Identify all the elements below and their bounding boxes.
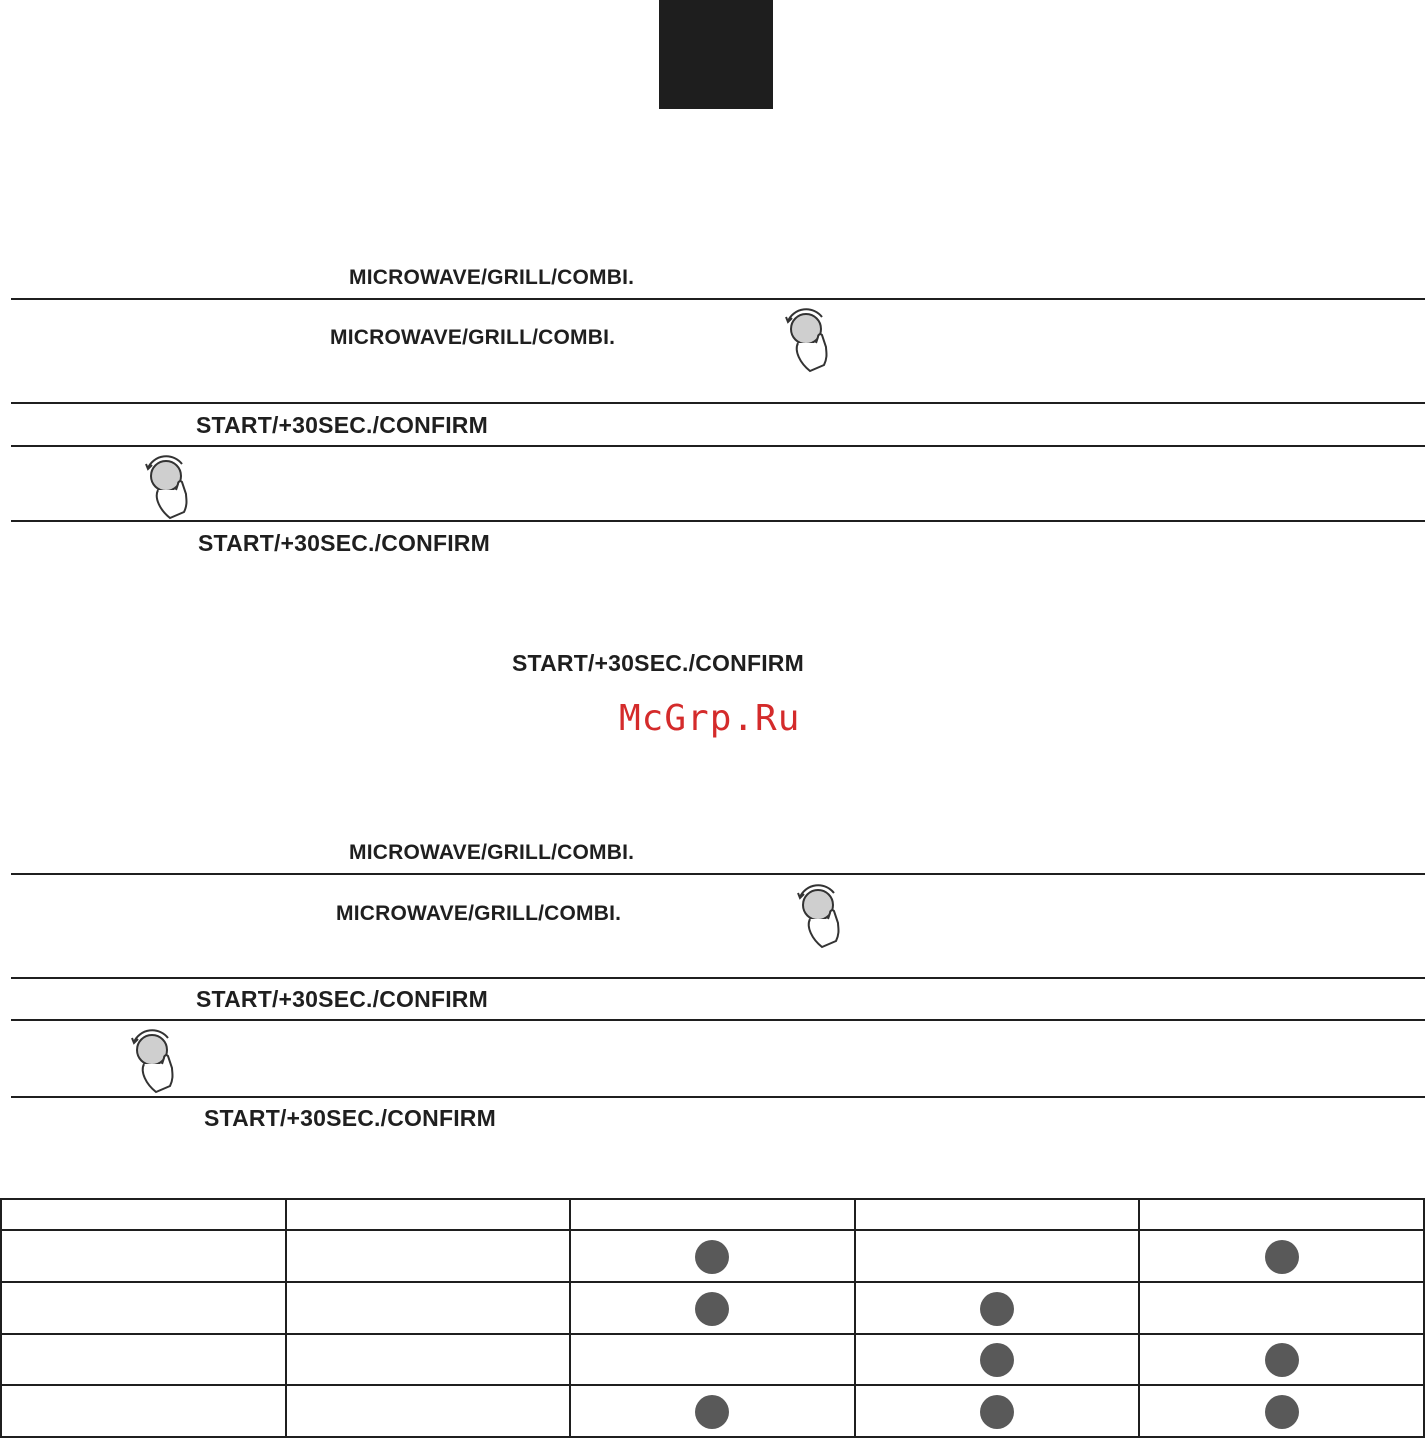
table-cell — [570, 1199, 855, 1230]
table-cell — [1139, 1385, 1424, 1437]
table-cell — [855, 1385, 1140, 1437]
mode-label: MICROWAVE/GRILL/COMBI. — [336, 902, 622, 925]
knob-turn-hand-icon — [790, 881, 850, 949]
filled-circle-icon — [695, 1395, 729, 1429]
table-row — [1, 1334, 1424, 1386]
table-cell — [286, 1230, 571, 1282]
filled-circle-icon — [980, 1292, 1014, 1326]
filled-circle-icon — [695, 1240, 729, 1274]
divider — [11, 445, 1425, 447]
confirm-label: START/+30SEC./CONFIRM — [512, 650, 804, 676]
filled-circle-icon — [695, 1292, 729, 1326]
table-cell — [570, 1385, 855, 1437]
table-cell — [1139, 1199, 1424, 1230]
watermark-text: McGrp.Ru — [619, 698, 801, 739]
divider — [11, 873, 1425, 875]
divider — [11, 298, 1425, 300]
table-cell — [286, 1385, 571, 1437]
knob-turn-hand-icon — [778, 305, 838, 373]
table-cell — [286, 1199, 571, 1230]
table-cell — [1, 1334, 286, 1386]
table-cell — [1139, 1334, 1424, 1386]
table-cell — [1, 1385, 286, 1437]
filled-circle-icon — [1265, 1240, 1299, 1274]
table-cell — [286, 1334, 571, 1386]
filled-circle-icon — [1265, 1395, 1299, 1429]
knob-turn-hand-icon — [138, 452, 198, 520]
table-row — [1, 1282, 1424, 1334]
table-cell — [570, 1334, 855, 1386]
table-cell — [1, 1230, 286, 1282]
table-cell — [1139, 1230, 1424, 1282]
confirm-label: START/+30SEC./CONFIRM — [196, 986, 488, 1012]
divider — [11, 402, 1425, 404]
table-cell — [286, 1282, 571, 1334]
function-table — [0, 1198, 1425, 1438]
table-cell — [1139, 1282, 1424, 1334]
mode-label: MICROWAVE/GRILL/COMBI. — [349, 266, 635, 289]
table-cell — [855, 1230, 1140, 1282]
divider — [11, 1096, 1425, 1098]
table-cell — [1, 1199, 286, 1230]
knob-turn-hand-icon — [124, 1026, 184, 1094]
filled-circle-icon — [1265, 1343, 1299, 1377]
divider — [11, 1019, 1425, 1021]
mode-label: MICROWAVE/GRILL/COMBI. — [349, 841, 635, 864]
filled-circle-icon — [980, 1343, 1014, 1377]
table-cell — [570, 1230, 855, 1282]
table-row — [1, 1385, 1424, 1437]
confirm-label: START/+30SEC./CONFIRM — [196, 412, 488, 438]
confirm-label: START/+30SEC./CONFIRM — [198, 530, 490, 556]
divider — [11, 977, 1425, 979]
confirm-label: START/+30SEC./CONFIRM — [204, 1105, 496, 1131]
page-tab-marker — [659, 0, 773, 109]
table-header-row — [1, 1199, 1424, 1230]
table-cell — [1, 1282, 286, 1334]
filled-circle-icon — [980, 1395, 1014, 1429]
mode-label: MICROWAVE/GRILL/COMBI. — [330, 326, 616, 349]
table-cell — [855, 1282, 1140, 1334]
table-cell — [855, 1334, 1140, 1386]
table-row — [1, 1230, 1424, 1282]
table-cell — [570, 1282, 855, 1334]
table-cell — [855, 1199, 1140, 1230]
divider — [11, 520, 1425, 522]
